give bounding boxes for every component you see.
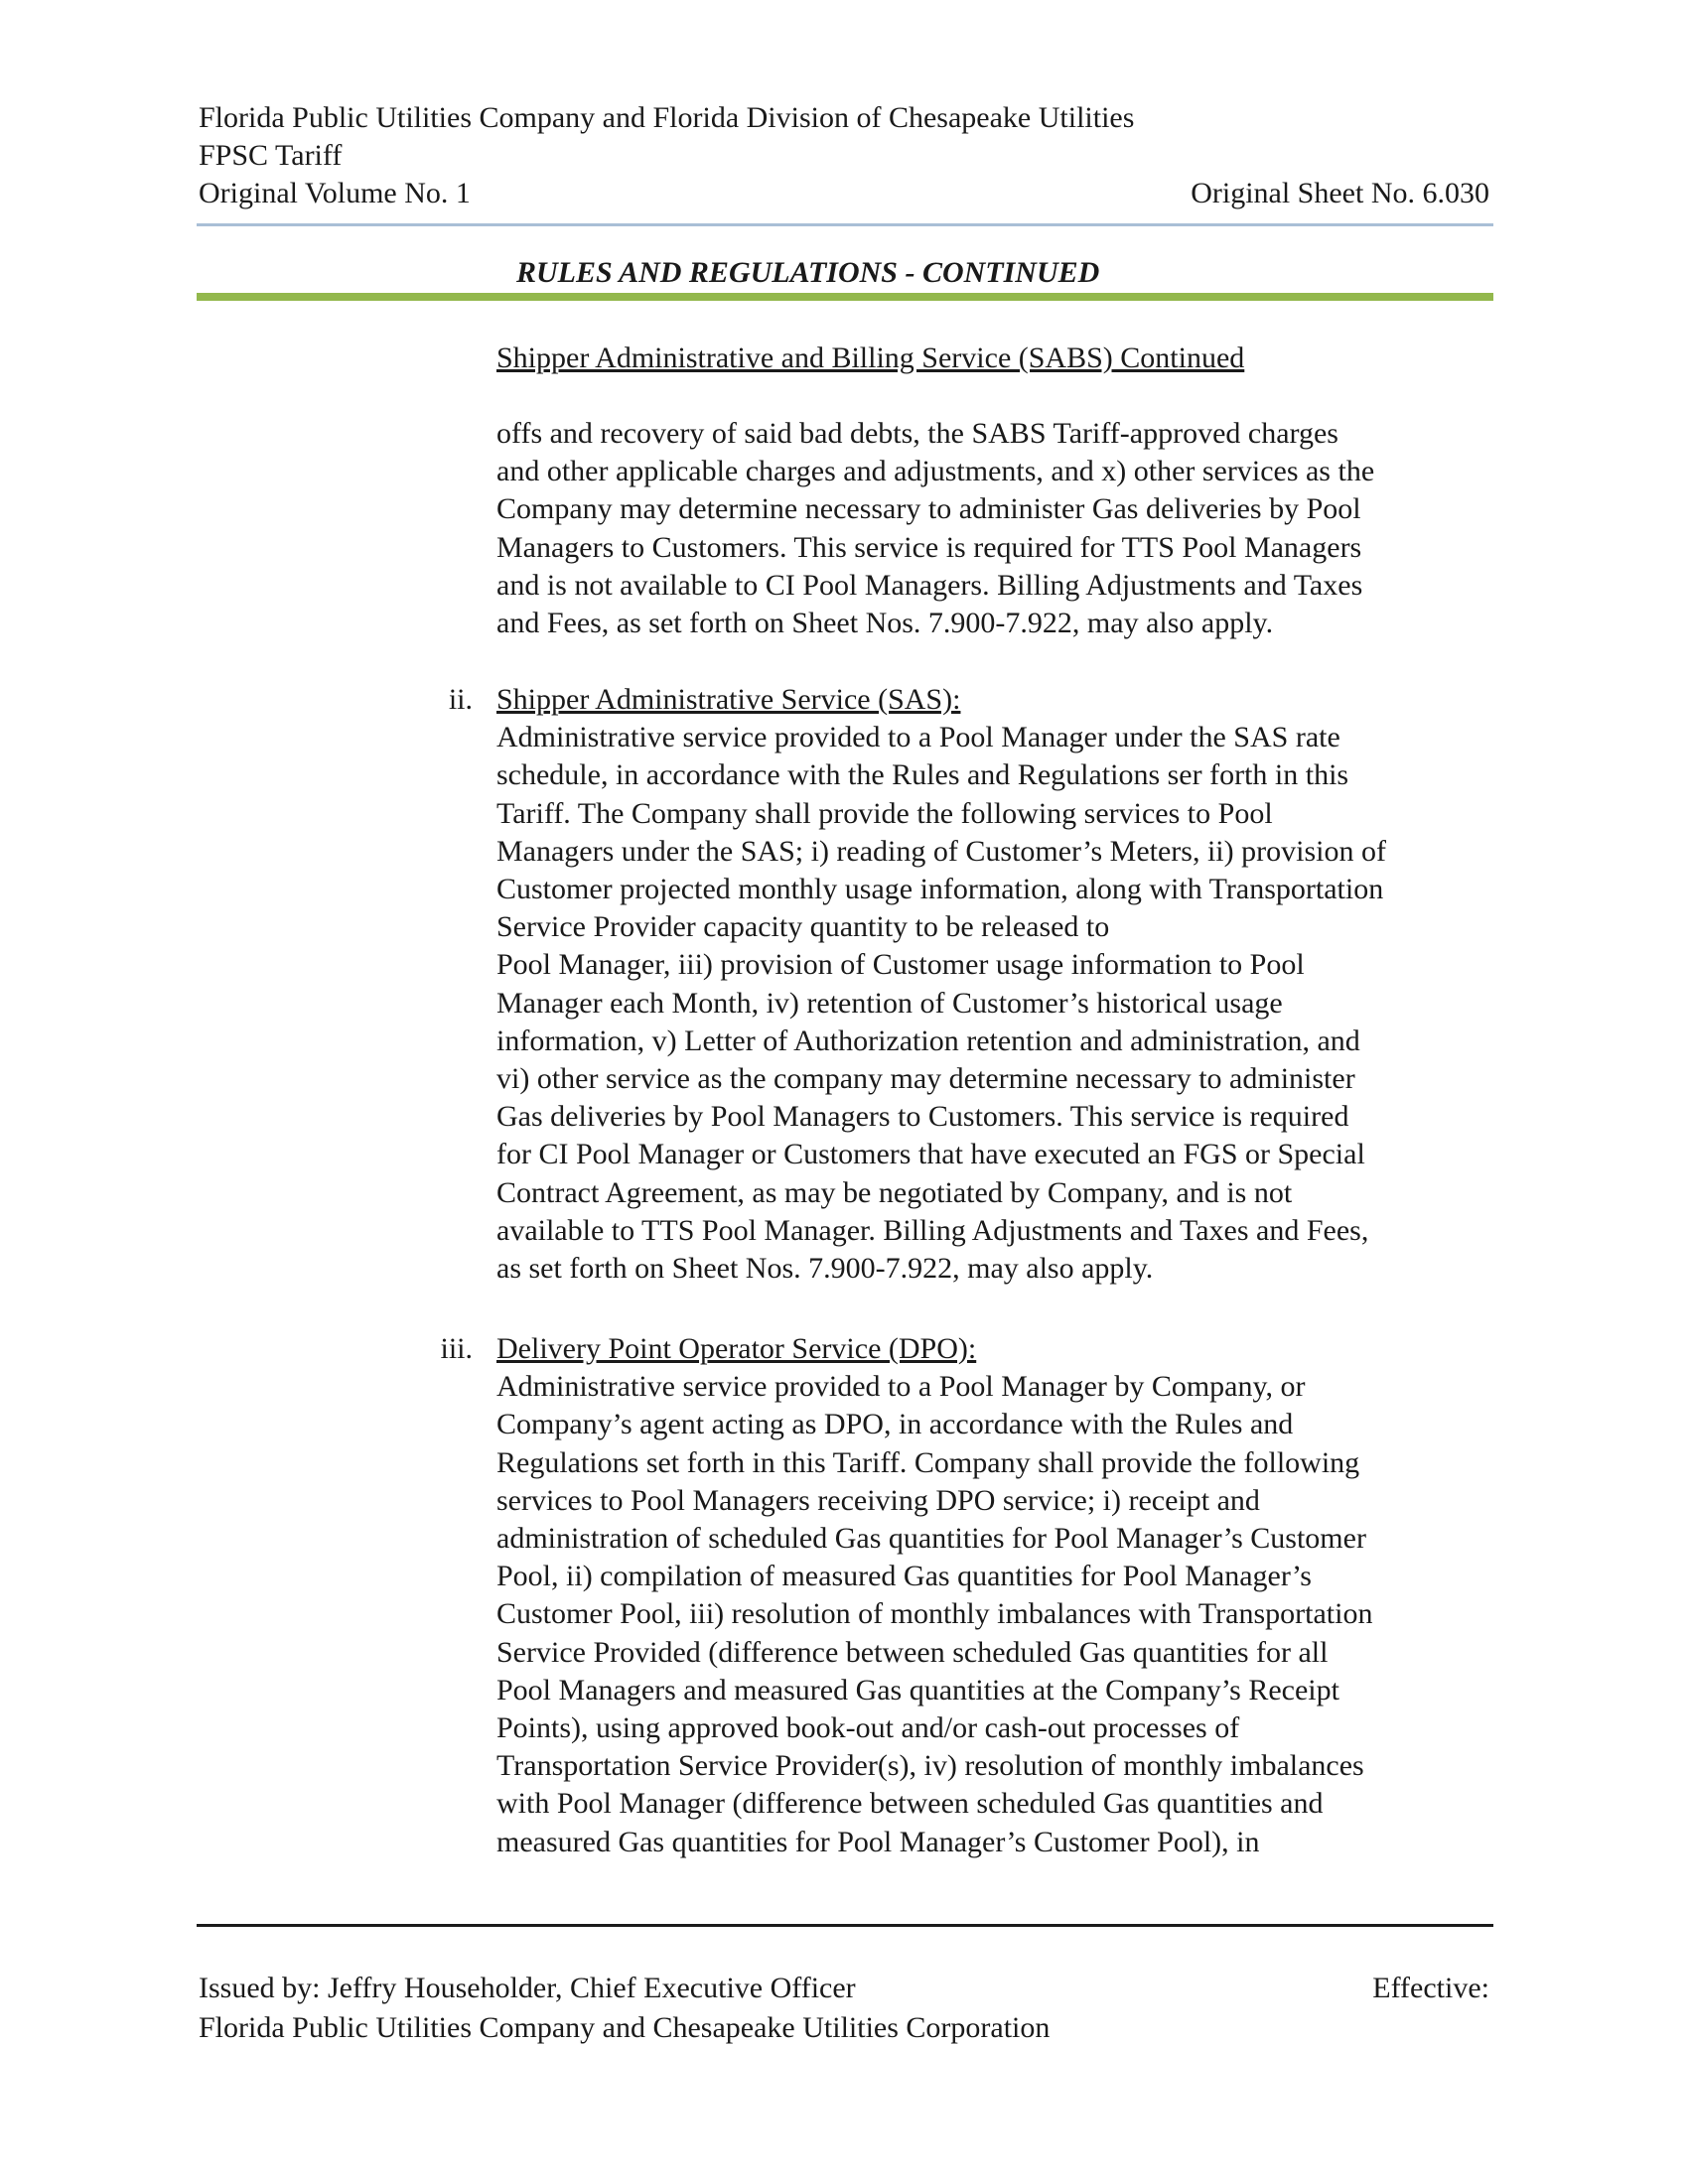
header-volume-row	[199, 175, 1489, 212]
footer-company: Florida Public Utilities Company and Chesapeake Utilities Corporation	[199, 2011, 1051, 2044]
sas-line: Tariff. The Company shall provide the following services to Pool	[496, 796, 1273, 830]
header-company: Florida Public Utilities Company and Florida Division of Chesapeake Utilities	[199, 101, 1135, 134]
sabs-line: and is not available to CI Pool Managers. Billing Adjustments and Taxes	[496, 568, 1363, 602]
sas-line: Contract Agreement, as may be negotiated by Company, and is not	[496, 1175, 1293, 1209]
dpo-line: Administrative service provided to a Pool Manager by Company, or	[496, 1370, 1306, 1404]
sas-line: available to TTS Pool Manager. Billing Adjustments and Taxes and Fees,	[496, 1213, 1369, 1247]
footer-divider	[197, 1924, 1493, 1927]
sas-line: Service Provider capacity quantity to be released to	[496, 910, 1110, 944]
page-footer	[199, 1969, 1489, 2048]
sas-numeral: ii.	[448, 683, 473, 716]
dpo-heading: Delivery Point Operator Service (DPO):	[496, 1332, 977, 1365]
sas-line: vi) other service as the company may determine necessary to administer	[496, 1062, 1355, 1096]
dpo-line: Service Provided (difference between scheduled Gas quantities for all	[496, 1635, 1329, 1669]
header-sheet-number: Original Sheet No. 6.030	[1191, 177, 1489, 209]
sabs-heading: Shipper Administrative and Billing Service (SABS) Continued	[496, 341, 1245, 374]
dpo-line: Points), using approved book-out and/or cash-out processes of	[496, 1711, 1240, 1745]
dpo-line: Regulations set forth in this Tariff. Company shall provide the following	[496, 1445, 1360, 1479]
sabs-line: and Fees, as set forth on Sheet Nos. 7.900-7.922, may also apply.	[496, 607, 1274, 640]
dpo-line: Pool Managers and measured Gas quantities at the Company’s Receipt	[496, 1673, 1339, 1706]
header-volume: Original Volume No. 1	[199, 177, 471, 209]
dpo-line: Company’s agent acting as DPO, in accordance with the Rules and	[496, 1408, 1294, 1441]
sabs-paragraph	[496, 415, 1499, 642]
page-header	[199, 99, 1489, 212]
dpo-line: Pool, ii) compilation of measured Gas quantities for Pool Manager’s	[496, 1560, 1312, 1593]
dpo-line: measured Gas quantities for Pool Manager’s Customer Pool), in	[496, 1825, 1260, 1858]
dpo-line: administration of scheduled Gas quantities for Pool Manager’s Customer	[496, 1522, 1366, 1556]
sas-line: Managers under the SAS; i) reading of Customer’s Meters, ii) provision of	[496, 834, 1386, 868]
sas-line: Customer projected monthly usage information, along with Transportation	[496, 873, 1384, 906]
sas-line: Pool Manager, iii) provision of Customer usage information to Pool	[496, 948, 1305, 982]
sas-line: Gas deliveries by Pool Managers to Customers. This service is required	[496, 1100, 1349, 1134]
sas-line: schedule, in accordance with the Rules and Regulations ser forth in this	[496, 758, 1349, 792]
dpo-line: Transportation Service Provider(s), iv) resolution of monthly imbalances	[496, 1749, 1364, 1783]
sas-line: Manager each Month, iv) retention of Customer’s historical usage	[496, 986, 1283, 1020]
dpo-line: Customer Pool, iii) resolution of monthly imbalances with Transportation	[496, 1597, 1373, 1631]
sabs-line: Managers to Customers. This service is required for TTS Pool Managers	[496, 530, 1362, 564]
header-divider	[197, 223, 1493, 226]
header-tariff: FPSC Tariff	[199, 139, 343, 172]
dpo-numeral: iii.	[440, 1332, 473, 1365]
sas-line: information, v) Letter of Authorization retention and administration, and	[496, 1024, 1360, 1057]
footer-effective: Effective:	[1372, 1972, 1489, 2004]
section-title: RULES AND REGULATIONS - CONTINUED	[516, 256, 1100, 289]
dpo-line: with Pool Manager (difference between scheduled Gas quantities and	[496, 1787, 1324, 1821]
sas-line: for CI Pool Manager or Customers that have executed an FGS or Special	[496, 1138, 1365, 1171]
sabs-line: offs and recovery of said bad debts, the SABS Tariff-approved charges	[496, 417, 1338, 450]
sabs-section	[496, 340, 1499, 377]
sas-section	[496, 681, 1499, 1288]
footer-issued-by: Issued by: Jeffry Householder, Chief Executive Officer	[199, 1972, 856, 2004]
sabs-line: Company may determine necessary to administer Gas deliveries by Pool	[496, 492, 1361, 526]
dpo-line: services to Pool Managers receiving DPO service; i) receipt and	[496, 1483, 1260, 1517]
sas-line: as set forth on Sheet Nos. 7.900-7.922, may also apply.	[496, 1252, 1154, 1286]
section-title-divider	[197, 293, 1493, 301]
sas-line: Administrative service provided to a Pool Manager under the SAS rate	[496, 721, 1340, 754]
sabs-line: and other applicable charges and adjustments, and x) other services as the	[496, 455, 1375, 488]
footer-issued-row	[199, 1969, 1489, 2008]
sas-heading: Shipper Administrative Service (SAS):	[496, 683, 961, 716]
dpo-section	[496, 1330, 1499, 1861]
